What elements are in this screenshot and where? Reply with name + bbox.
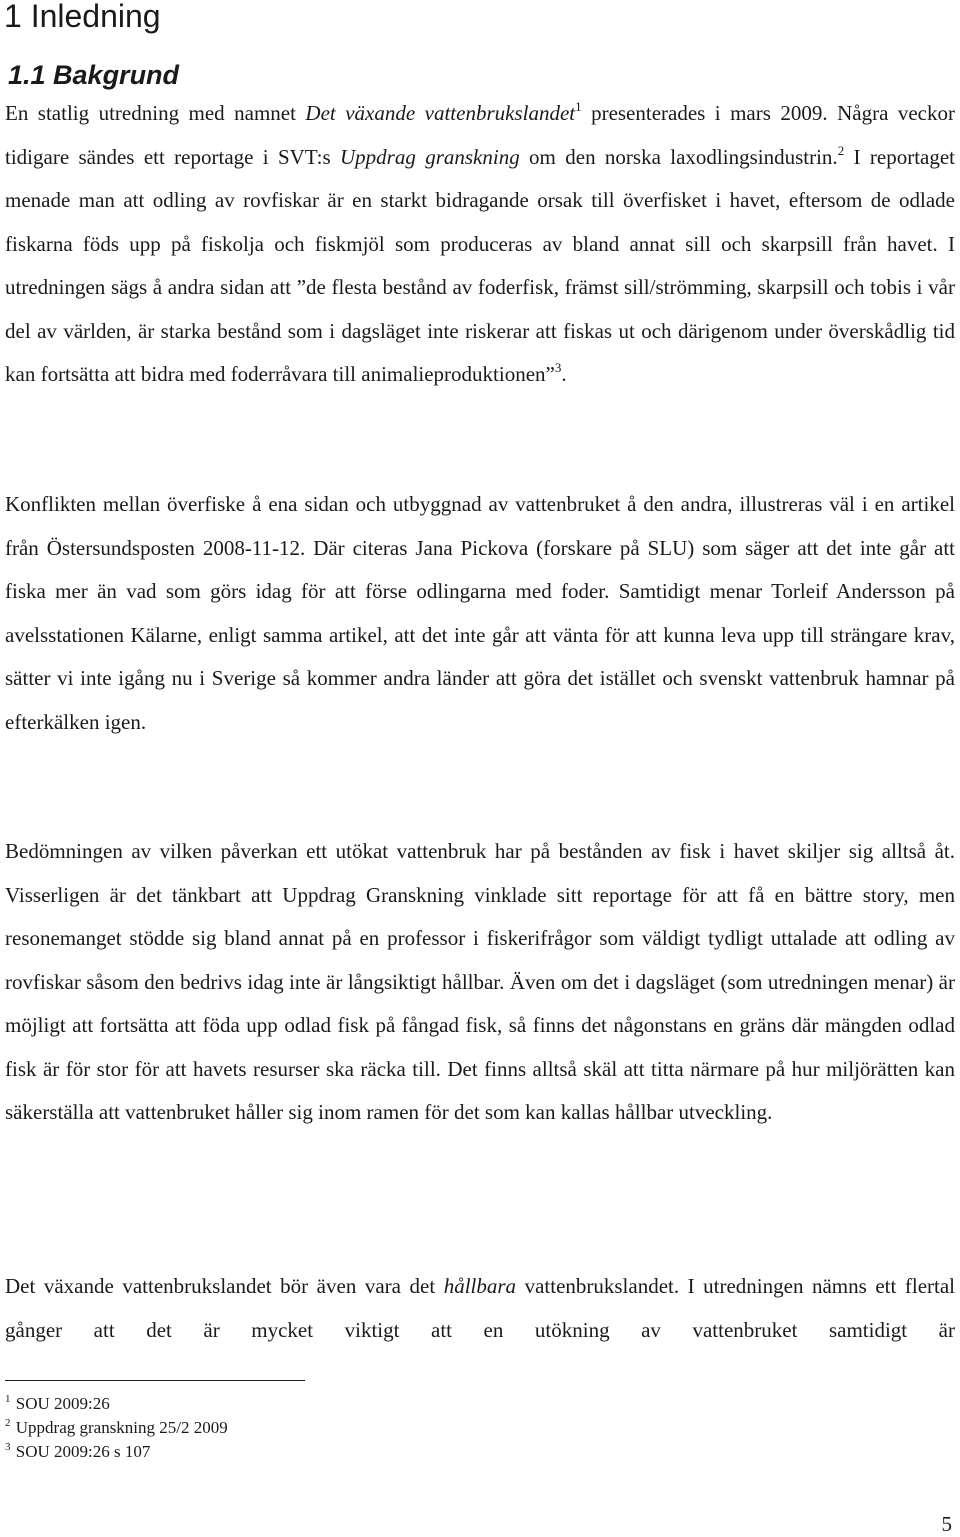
footnote-item	[5, 1416, 228, 1440]
footnotes	[5, 1392, 228, 1464]
footnote-item	[5, 1440, 228, 1464]
footnote-text: SOU 2009:26	[15, 1394, 110, 1413]
footnote-text: Uppdrag granskning 25/2 2009	[15, 1418, 228, 1437]
text-run: vattenbrukslandet. I utredningen nämns ett flertal gånger att det är mycket viktigt att en utökning av vattenbruket samtidigt är	[5, 1274, 955, 1342]
footnote-number: 1	[5, 1393, 11, 1405]
chapter-heading: 1 Inledning	[4, 0, 161, 34]
text-run: I reportaget menade man att odling av rovfiskar är en starkt bidragande orsak till överfisket i havet, eftersom de odlade fiskarna föds upp på fiskolja och fiskmjöl som produceras av bland annat sill och skarpsill från havet.	[5, 144, 956, 256]
footnote-text: SOU 2009:26 s 107	[15, 1442, 151, 1461]
footnote-ref-3: 3	[554, 360, 562, 375]
program-title: Uppdrag granskning	[340, 144, 520, 169]
text-run: .	[561, 362, 567, 386]
report-title: Det växande vattenbrukslandet	[305, 101, 576, 125]
footnote-ref-1: 1	[575, 99, 582, 114]
paragraph-background	[5, 92, 955, 397]
text-run: I utredningen sägs å andra sidan att ”de flesta bestånd av foderfisk, främst sill/strömming, skarpsill och tobis i vår del av världen, är starka bestånd som i dagsläget inte riskerar att fiskas ut och därigenom under överskådlig tid kan fortsätta att bidra med foderråvara till animalieproduktionen”	[5, 231, 955, 386]
text-run: En statlig utredning med namnet	[5, 101, 306, 125]
footnote-number: 3	[5, 1441, 11, 1453]
text-run: Det växande vattenbrukslandet bör även vara det	[5, 1274, 444, 1298]
paragraph-assessment: Bedömningen av vilken påverkan ett utökat vattenbruk har på bestånden av fisk i havet skiljer sig alltså åt. Visserligen är det tänkbart att Uppdrag Granskning vinklade sitt reportage för att få en bättre story, men resonemanget stödde sig bland annat på en professor i fiskerifrågor som väldigt tydligt uttalade att odling av rovfiskar såsom den bedrivs idag inte är långsiktigt hållbar. Även om det i dagsläget (som utredningen menar) är möjligt att fortsätta att föda upp odlad fisk på fångad fisk, så finns det någonstans en gräns där mängden odlad fisk är för stor för att havets resurser ska räcka till. Det finns alltså skäl att titta närmare på hur miljörätten kan säkerställa att vattenbruket håller sig inom ramen för det som kan kallas hållbar utveckling.	[5, 839, 955, 1124]
footnote-number: 2	[5, 1417, 11, 1429]
paragraph-conflict: Konflikten mellan överfiske å ena sidan och utbyggnad av vattenbruket å den andra, illustreras väl i en artikel från Östersundsposten 2008-11-12. Där citeras Jana Pickova (forskare på SLU) som säger att det inte går att fiska mer än vad som görs idag för att förse odlingarna med foder. Samtidigt menar Torleif Andersson på avelsstationen Kälarne, enligt samma artikel, att det inte går att vänta för att kunna leva upp till strängare krav, sätter vi inte igång nu i Sverige så kommer andra länder att göra det istället och svenskt vattenbruk hamnar på efterkälken igen.	[5, 492, 955, 734]
footnote-divider	[5, 1380, 305, 1381]
footnote-item	[5, 1392, 228, 1416]
text-run: om den norska laxodlingsindustrin.	[519, 144, 838, 169]
text-run: presenterades i mars 2009. Några veckor tidigare sändes ett reportage i SVT:s	[5, 101, 955, 169]
page-number: 5	[941, 1512, 952, 1536]
section-heading: 1.1 Bakgrund	[8, 60, 180, 90]
footnote-ref-2: 2	[837, 142, 845, 158]
paragraph-sustainable	[5, 1265, 955, 1352]
emphasis-word: hållbara	[443, 1274, 517, 1298]
